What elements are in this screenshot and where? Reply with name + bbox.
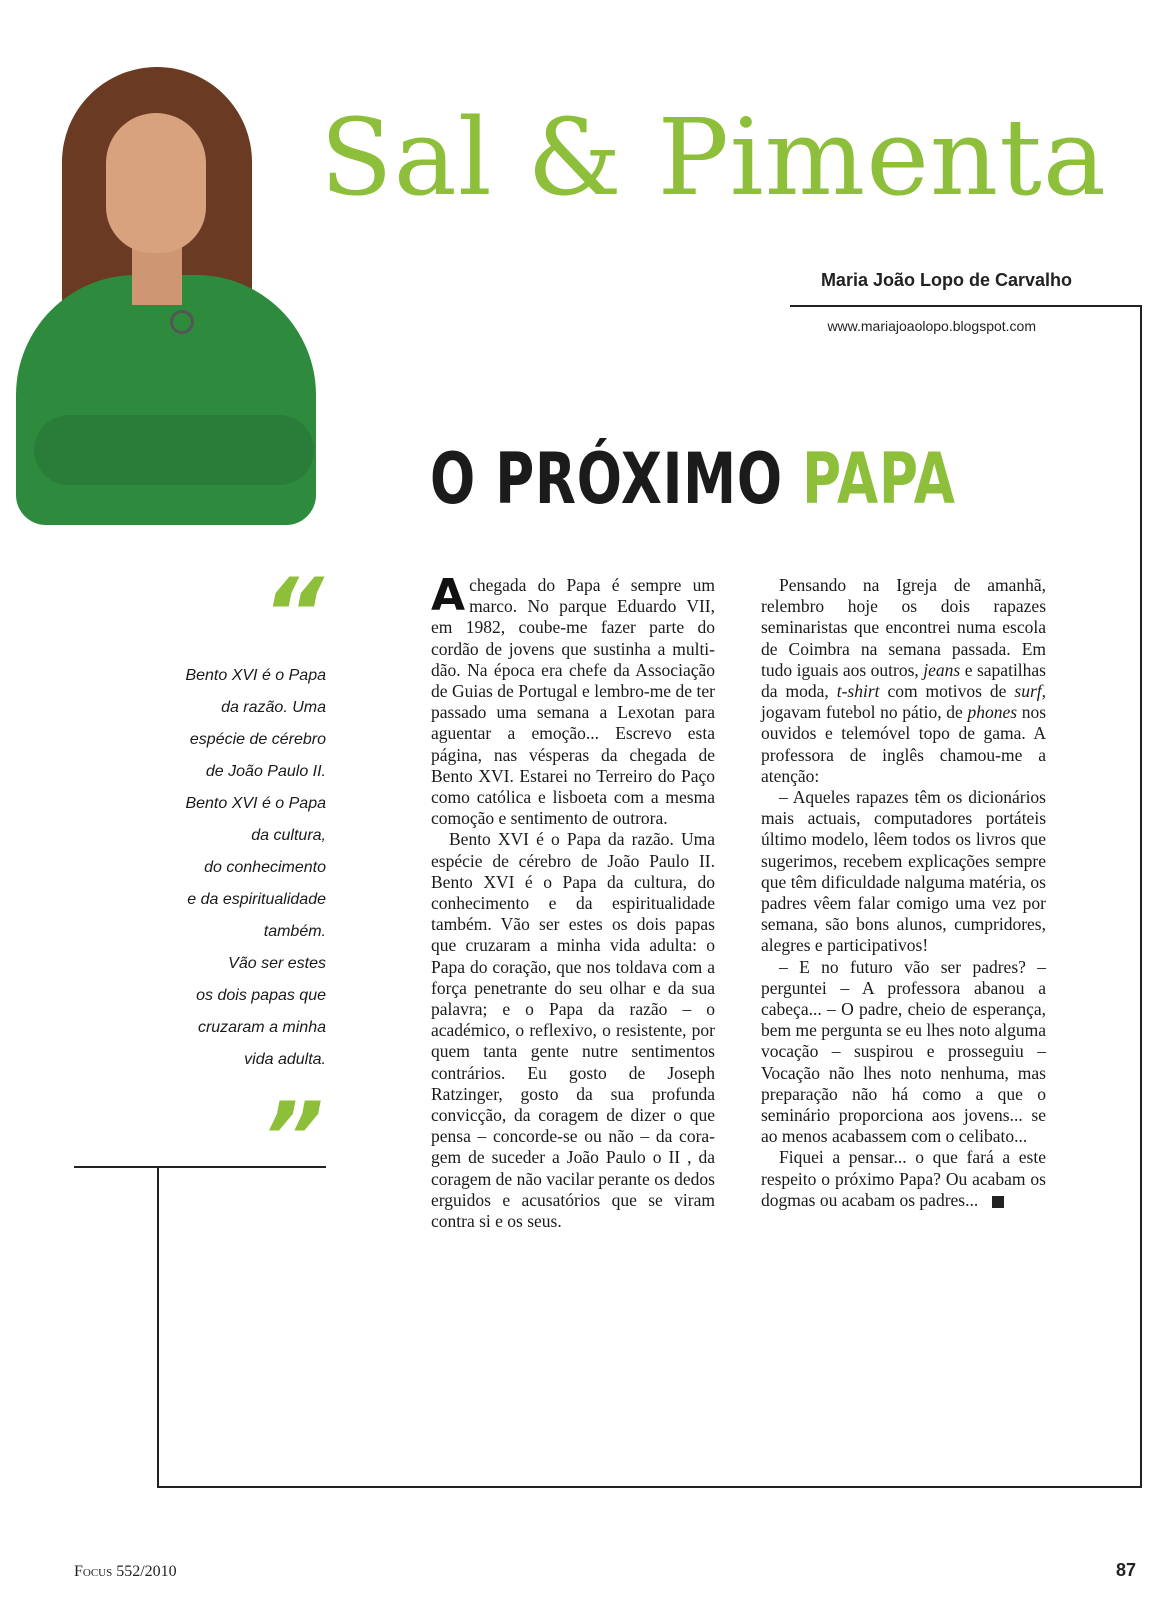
frame-right-line (1140, 305, 1142, 1488)
author-url[interactable]: www.mariajoaolopo.blogspot.com (827, 318, 1036, 334)
pull-quote-line: cruzaram a minha (197, 1019, 326, 1036)
article-headline (430, 438, 956, 520)
article-paragraph (431, 570, 715, 829)
paragraph-text: chegada do Papa é sempre um marco. No parque Eduardo VII, em 1982, coube-me fazer parte do cordão de jovens que sustinha a multidão. Na época era chefe da Associação de Guias de Portugal e lembro-me de ter passado uma semana a Lexotan para aguentar a emoção... Escrevo esta página, nas vésperas da chegada de Bento XVI. Estarei no Terreiro do Paço como católica e lisboeta com a mesma comoção e sentimento de outrora. (431, 575, 715, 829)
pull-quote-line: os dois papas que (196, 987, 326, 1004)
italic-term: jeans (923, 659, 961, 680)
headline-part1: O PRÓXIMO (430, 438, 783, 520)
pull-quote (120, 660, 326, 1076)
pull-quote-line: da razão. Uma (221, 699, 326, 716)
article-paragraph (761, 1147, 1046, 1211)
article-paragraph: – E no futuro vão ser padres? – perguntei – A professora abanou a cabeça... – O padre, cheio de esperança, bem me pergunta se eu lhes noto alguma vocação – suspirou e prosseguiu – Vocação não lhes noto nenhuma, mas preparação não há como a que o seminário proporciona aos jovens... se ao menos acabassem com o celibato... (761, 956, 1046, 1147)
article-paragraph: Bento XVI é o Papa da razão. Uma espécie de cérebro de João Paulo II. Bento XVI é o Papa da cultura, do conhecimento e da espiritualidade também. Vão ser estes os dois papas que cruzaram a minha vida adulta: o Papa do coração, que nos toldava com a força penetrante do seu olhar e da sua palavra; e o Papa da razão – o académico, o reflexivo, o resistente, por quem tanta gente nutre sentimentos contrários. Eu gosto de Joseph Ratzinger, gosto da sua profunda convicção, da coragem de dizer o que pensa – concorde-se ou não – da coragem de suceder a João Paulo o II , da coragem de não vacilar perante os dedos erguidos e acusatórios que se viram contra si e os seus. (431, 829, 715, 1232)
frame-left-line (157, 1167, 159, 1488)
article-paragraph (761, 575, 1046, 787)
pull-quote-line: vida adulta. (244, 1051, 326, 1068)
frame-top-line (790, 305, 1142, 307)
article-column-1 (431, 570, 715, 1232)
quote-open-mark: “ (262, 558, 324, 670)
pull-quote-line: Bento XVI é o Papa (185, 795, 326, 812)
pull-quote-line: de João Paulo II. (205, 763, 326, 780)
frame-bottom-line (157, 1486, 1142, 1488)
end-of-article-mark (992, 1196, 1004, 1208)
headline-part2: PAPA (802, 438, 956, 520)
paragraph-text: Pensando na Igreja de amanhã, relembro hoje os dois rapazes seminaristas que encontrei numa escola de Coimbra na semana passada. Em tudo iguais aos outros, (761, 575, 1046, 680)
publication-issue: Focus 552/2010 (74, 1563, 177, 1580)
article-column-2 (761, 575, 1046, 1211)
author-name: Maria João Lopo de Carvalho (820, 270, 1072, 290)
page-number: 87 (1115, 1560, 1136, 1580)
italic-term: phones (967, 702, 1018, 723)
pull-quote-line: também. (263, 923, 326, 940)
author-photo (10, 55, 330, 535)
pull-quote-line: espécie de cérebro (189, 731, 326, 748)
paragraph-text: Fiquei a pensar... o que fará a este respeito o próximo Papa? Ou acabam os dogmas ou acabam os padres... (761, 1147, 1046, 1210)
italic-term: t-shirt (836, 681, 880, 702)
paragraph-text: e sapatilhas da moda, (761, 659, 1046, 702)
article-paragraph: – Aqueles rapazes têm os dicionários mais actuais, computadores portáteis último modelo, lêem todos os livros que sugerimos, recebem explicações sempre que têm dificuldade nalguma matéria, os padres vêem falar comigo uma vez por semana, são bons alunos, cumpridores, alegres e participativos! (761, 787, 1046, 956)
paragraph-text: nos ouvidos e telemóvel topo de gama. A professora de inglês chamou-me a atenção: (761, 702, 1047, 786)
drop-cap: A (431, 570, 466, 621)
paragraph-text: jogavam futebol no pátio, de (761, 702, 963, 723)
pull-quote-line: do conhecimento (204, 859, 326, 876)
pull-quote-line: da cultura, (251, 827, 326, 844)
pull-quote-line: Vão ser estes (228, 955, 326, 972)
pull-quote-line: Bento XVI é o Papa (185, 667, 326, 684)
section-title: Sal & Pimenta (320, 96, 1107, 219)
italic-term: surf, (1014, 681, 1047, 702)
paragraph-text: com motivos de (887, 681, 1007, 702)
pull-quote-line: e da espiritualidade (187, 891, 326, 908)
quote-close-mark: ” (262, 1082, 324, 1194)
